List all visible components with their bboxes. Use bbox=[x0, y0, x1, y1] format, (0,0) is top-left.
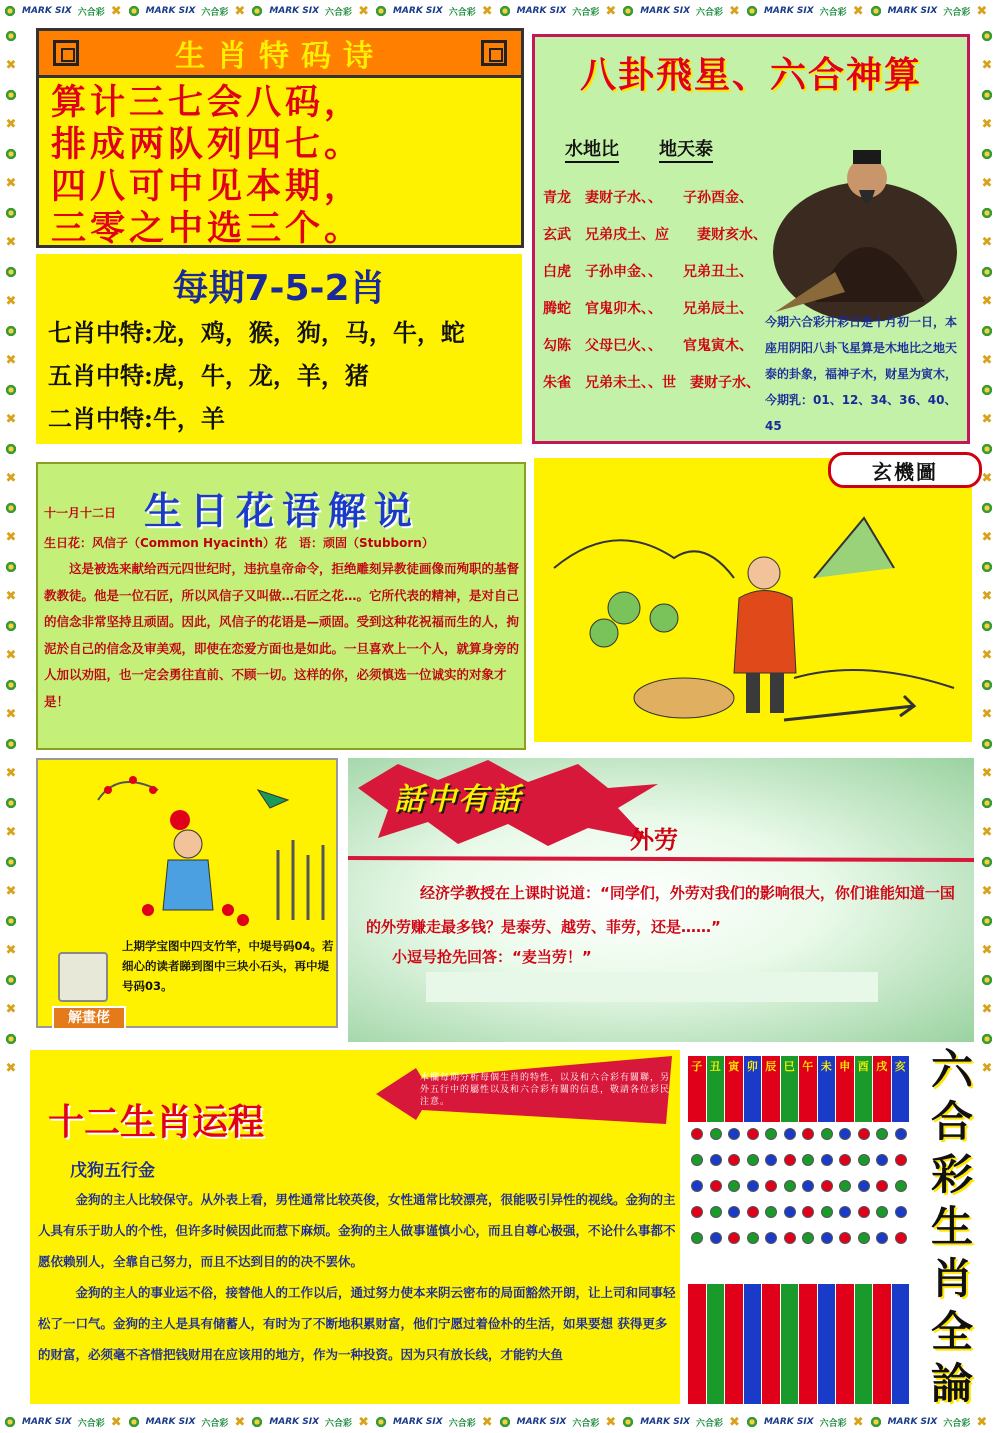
border-brand-cn: 六合彩 bbox=[77, 1418, 105, 1429]
number-ball bbox=[710, 1206, 722, 1218]
ball-band bbox=[892, 1122, 910, 1284]
table-column bbox=[707, 1056, 725, 1404]
number-ball bbox=[784, 1180, 796, 1192]
number-ball bbox=[728, 1180, 740, 1192]
number-ball bbox=[858, 1128, 870, 1140]
flower-icon bbox=[375, 5, 387, 17]
right-border bbox=[976, 22, 998, 1411]
vertical-title-char: 論 bbox=[930, 1358, 973, 1408]
border-brand-cn: 六合彩 bbox=[572, 7, 600, 18]
poem-line: 四八可中见本期， bbox=[51, 166, 364, 207]
number-ball bbox=[691, 1154, 703, 1166]
ball-band bbox=[744, 1122, 762, 1284]
ball-band bbox=[873, 1122, 891, 1284]
flower-icon bbox=[5, 679, 17, 691]
ball-band bbox=[707, 1122, 725, 1284]
cross-icon: ✖ bbox=[981, 589, 993, 604]
cross-icon: ✖ bbox=[981, 825, 993, 840]
cross-icon: ✖ bbox=[234, 3, 246, 19]
number-ball bbox=[895, 1154, 907, 1166]
flower-icon bbox=[5, 620, 17, 632]
arrow-text: 本欄每期分析每個生肖的特性，以及和六合彩有關聯，另外五行中的屬性以及和六合彩有關的信息，敬請各位彩民注意。 bbox=[420, 1073, 671, 1107]
flower-icon bbox=[5, 1033, 17, 1045]
table-column bbox=[855, 1056, 873, 1404]
hexagram-right: 地天泰 bbox=[659, 135, 713, 163]
cross-icon: ✖ bbox=[605, 1414, 617, 1430]
number-ball bbox=[784, 1154, 796, 1166]
cross-icon: ✖ bbox=[5, 294, 17, 309]
cross-icon: ✖ bbox=[5, 884, 17, 899]
vertical-title-char: 彩 bbox=[930, 1149, 973, 1199]
ball-band bbox=[855, 1122, 873, 1284]
border-brand-cn: 六合彩 bbox=[325, 7, 353, 18]
joke-answer: 小逗号抢先回答：“麦当劳！” bbox=[392, 948, 592, 966]
flower-icon bbox=[251, 1416, 263, 1428]
border-brand-cn: 六合彩 bbox=[325, 1418, 353, 1429]
table-header: 戌 bbox=[876, 1060, 888, 1073]
flower-icon bbox=[870, 5, 882, 17]
flower-icon bbox=[5, 915, 17, 927]
cross-icon: ✖ bbox=[5, 707, 17, 722]
ball-band bbox=[836, 1122, 854, 1284]
border-brand: MARK SIX bbox=[392, 6, 443, 16]
flower-icon bbox=[5, 325, 17, 337]
border-brand-cn: 六合彩 bbox=[819, 7, 847, 18]
flower-icon bbox=[746, 1416, 758, 1428]
cross-icon: ✖ bbox=[5, 1002, 17, 1017]
flower-icon bbox=[981, 266, 993, 278]
cross-icon: ✖ bbox=[5, 412, 17, 427]
highlight-bar bbox=[426, 972, 878, 1002]
table-header: 酉 bbox=[857, 1060, 869, 1073]
flower-icon bbox=[981, 620, 993, 632]
poem-line: 三零之中选三个。 bbox=[51, 208, 364, 249]
border-brand: MARK SIX bbox=[392, 1417, 443, 1427]
flower-icon bbox=[981, 1033, 993, 1045]
number-ball bbox=[747, 1128, 759, 1140]
border-brand-cn: 六合彩 bbox=[201, 1418, 229, 1429]
cross-icon: ✖ bbox=[5, 353, 17, 368]
number-ball bbox=[710, 1232, 722, 1244]
answer-note: 上期学宝图中四支竹竿，中堤号码04。若细心的读者睇到图中三块小石头，再中堤号码03。 bbox=[122, 939, 334, 993]
cross-icon: ✖ bbox=[5, 530, 17, 545]
number-ball bbox=[858, 1154, 870, 1166]
number-ball bbox=[802, 1154, 814, 1166]
number-ball bbox=[821, 1128, 833, 1140]
flower-icon bbox=[5, 561, 17, 573]
flower-icon bbox=[622, 5, 634, 17]
number-ball bbox=[747, 1180, 759, 1192]
number-ball bbox=[710, 1128, 722, 1140]
riddle-illustration bbox=[534, 458, 972, 742]
flower-icon bbox=[981, 30, 993, 42]
flower-icon bbox=[981, 207, 993, 219]
number-ball bbox=[691, 1206, 703, 1218]
flower-icon bbox=[5, 266, 17, 278]
border-brand: MARK SIX bbox=[887, 6, 938, 16]
number-ball bbox=[821, 1154, 833, 1166]
cross-icon: ✖ bbox=[976, 3, 988, 19]
flower-meta: 生日花：风信子（Common Hyacinth）花 语：顽固（Stubborn） bbox=[44, 536, 434, 550]
table-header: 申 bbox=[839, 1060, 851, 1073]
zodiac-poem-panel bbox=[36, 28, 524, 248]
border-brand: MARK SIX bbox=[763, 6, 814, 16]
flower-icon bbox=[981, 797, 993, 809]
table-header: 辰 bbox=[765, 1060, 777, 1073]
cross-icon: ✖ bbox=[981, 884, 993, 899]
cross-icon: ✖ bbox=[981, 530, 993, 545]
number-ball bbox=[784, 1128, 796, 1140]
flower-title: 生日花语解说 bbox=[144, 488, 421, 533]
flower-icon bbox=[981, 738, 993, 750]
answer-illustration bbox=[38, 760, 336, 930]
vertical-title-char: 肖 bbox=[930, 1254, 973, 1304]
joke-panel bbox=[348, 758, 974, 1042]
table-column bbox=[688, 1056, 706, 1404]
flower-icon bbox=[499, 5, 511, 17]
table-column bbox=[799, 1056, 817, 1404]
hexagram-left: 水地比 bbox=[565, 135, 619, 163]
vertical-title-char: 全 bbox=[930, 1306, 973, 1356]
number-ball bbox=[747, 1232, 759, 1244]
book-icon bbox=[58, 952, 108, 1002]
fortune-paragraph: 金狗的主人比较保守。从外表上看，男性通常比较英俊，女性通常比较漂亮，很能吸引异性的视线。金狗的主人具有乐于助人的个性，但许多时候因此而惹下麻烦。金狗的主人做事谨慎小心，而且自尊心极强，不论什么事都不愿依赖别人，全靠自己努力，而且不达到目的的决不罢休。 bbox=[38, 1192, 676, 1269]
border-brand: MARK SIX bbox=[640, 1417, 691, 1427]
cross-icon: ✖ bbox=[5, 825, 17, 840]
bagua-line: 玄武 兄弟戌土、应 妻财亥水、 bbox=[543, 227, 767, 243]
cross-icon: ✖ bbox=[234, 1414, 246, 1430]
frame-icon bbox=[481, 40, 507, 66]
poem-title: 生肖特码诗 bbox=[175, 39, 385, 74]
divider bbox=[348, 856, 974, 862]
flower-date: 十一月十二日 bbox=[44, 506, 117, 520]
number-ball bbox=[784, 1206, 796, 1218]
cross-icon: ✖ bbox=[110, 3, 122, 19]
flower-icon bbox=[981, 974, 993, 986]
number-ball bbox=[747, 1206, 759, 1218]
table-column bbox=[873, 1056, 891, 1404]
cross-icon: ✖ bbox=[5, 471, 17, 486]
top-border bbox=[0, 0, 998, 22]
table-column bbox=[818, 1056, 836, 1404]
cross-icon: ✖ bbox=[481, 1414, 493, 1430]
cross-icon: ✖ bbox=[729, 1414, 740, 1430]
flower-icon bbox=[981, 384, 993, 396]
poem-line: 算计三七会八码， bbox=[51, 82, 364, 123]
cross-icon: ✖ bbox=[110, 1414, 122, 1430]
fortune-title: 十二生肖运程 bbox=[48, 1101, 265, 1143]
number-ball bbox=[765, 1206, 777, 1218]
table-column bbox=[781, 1056, 799, 1404]
border-brand: MARK SIX bbox=[145, 1417, 196, 1427]
bagua-headline: 八卦飛星、六合神算 bbox=[579, 54, 922, 96]
number-ball bbox=[821, 1206, 833, 1218]
number-ball bbox=[895, 1206, 907, 1218]
cross-icon: ✖ bbox=[981, 707, 993, 722]
bottom-border bbox=[0, 1411, 998, 1433]
cross-icon: ✖ bbox=[981, 648, 993, 663]
flower-icon bbox=[5, 89, 17, 101]
flower-icon bbox=[5, 207, 17, 219]
number-ball bbox=[728, 1128, 740, 1140]
table-column bbox=[892, 1056, 910, 1404]
flower-icon bbox=[128, 1416, 140, 1428]
cross-icon: ✖ bbox=[5, 176, 17, 191]
table-column bbox=[725, 1056, 743, 1404]
bagua-line: 朱雀 兄弟未土、、世 妻财子水、 bbox=[543, 375, 760, 391]
number-ball bbox=[895, 1128, 907, 1140]
border-brand: MARK SIX bbox=[516, 6, 567, 16]
table-column bbox=[836, 1056, 854, 1404]
table-header: 巳 bbox=[783, 1060, 795, 1073]
number-ball bbox=[839, 1128, 851, 1140]
number-ball bbox=[710, 1154, 722, 1166]
flower-icon bbox=[870, 1416, 882, 1428]
number-ball bbox=[728, 1206, 740, 1218]
border-brand: MARK SIX bbox=[22, 1417, 72, 1427]
border-brand: MARK SIX bbox=[887, 1417, 938, 1427]
bagua-line: 勾陈 父母巳火、、 官鬼寅木、 bbox=[543, 338, 753, 354]
number-ball bbox=[802, 1180, 814, 1192]
border-brand-cn: 六合彩 bbox=[943, 7, 971, 18]
fortune-body bbox=[38, 1184, 676, 1370]
border-brand-cn: 六合彩 bbox=[201, 7, 229, 18]
table-header: 丑 bbox=[709, 1060, 721, 1073]
number-ball bbox=[784, 1232, 796, 1244]
fortune-subtitle: 戊狗五行金 bbox=[70, 1161, 155, 1181]
answer-label: 解畫佬 bbox=[52, 1006, 126, 1030]
poem-line: 排成两队列四七。 bbox=[51, 124, 364, 165]
cross-icon: ✖ bbox=[981, 176, 993, 191]
cross-icon: ✖ bbox=[5, 1061, 17, 1076]
table-header: 未 bbox=[820, 1060, 832, 1073]
cross-icon: ✖ bbox=[852, 3, 864, 19]
border-brand-cn: 六合彩 bbox=[696, 7, 724, 18]
border-brand: MARK SIX bbox=[516, 1417, 567, 1427]
number-ball bbox=[839, 1206, 851, 1218]
number-ball bbox=[747, 1154, 759, 1166]
number-ball bbox=[858, 1232, 870, 1244]
flower-icon bbox=[981, 856, 993, 868]
frame-icon bbox=[53, 40, 79, 66]
flower-icon bbox=[981, 915, 993, 927]
ball-band bbox=[688, 1122, 706, 1284]
flower-icon bbox=[981, 561, 993, 573]
flower-icon bbox=[4, 5, 16, 17]
border-brand-cn: 六合彩 bbox=[696, 1418, 724, 1429]
cross-icon: ✖ bbox=[358, 3, 369, 19]
bagua-line: 青龙 妻财子水、、 子孙酉金、 bbox=[543, 190, 753, 206]
number-ball bbox=[876, 1154, 888, 1166]
table-header: 亥 bbox=[894, 1060, 906, 1073]
flower-icon bbox=[981, 443, 993, 455]
poem-title-bar bbox=[39, 31, 521, 78]
number-ball bbox=[728, 1232, 740, 1244]
number-ball bbox=[821, 1180, 833, 1192]
number-ball bbox=[876, 1232, 888, 1244]
bagua-note: 今期六合彩开彩日是十月初一日，本座用阴阳八卦飞星算是木地比之地天泰的卦象，福神子木，财星为寅木，今期乳：01、12、34、36、40、45 bbox=[765, 315, 958, 433]
cross-icon: ✖ bbox=[981, 353, 993, 368]
vertical-title-char: 六 bbox=[930, 1045, 973, 1094]
vertical-title bbox=[928, 1046, 976, 1408]
border-brand-cn: 六合彩 bbox=[943, 1418, 971, 1429]
number-ball bbox=[876, 1180, 888, 1192]
cross-icon: ✖ bbox=[981, 235, 993, 250]
flower-icon bbox=[5, 502, 17, 514]
border-brand: MARK SIX bbox=[269, 1417, 320, 1427]
seven-zodiac-row: 七肖中特:龙，鸡，猴，狗，马，牛，蛇 bbox=[48, 318, 465, 347]
table-column bbox=[744, 1056, 762, 1404]
flower-icon bbox=[981, 148, 993, 160]
cross-icon: ✖ bbox=[5, 648, 17, 663]
table-header: 午 bbox=[802, 1060, 814, 1073]
flower-icon bbox=[981, 325, 993, 337]
number-ball bbox=[895, 1180, 907, 1192]
zodiac-picks-panel bbox=[36, 254, 522, 444]
cross-icon: ✖ bbox=[981, 1002, 993, 1017]
joke-subtitle: 外劳 bbox=[630, 826, 678, 854]
number-ball bbox=[802, 1232, 814, 1244]
border-brand-cn: 六合彩 bbox=[819, 1418, 847, 1429]
flower-icon bbox=[5, 148, 17, 160]
flower-icon bbox=[5, 974, 17, 986]
number-ball bbox=[876, 1128, 888, 1140]
cross-icon: ✖ bbox=[5, 235, 17, 250]
flower-icon bbox=[5, 797, 17, 809]
cross-icon: ✖ bbox=[605, 3, 617, 19]
vertical-title-char: 合 bbox=[930, 1097, 973, 1147]
number-ball bbox=[821, 1232, 833, 1244]
number-ball bbox=[858, 1206, 870, 1218]
flower-icon bbox=[4, 1416, 16, 1428]
flower-icon bbox=[251, 5, 263, 17]
cross-icon: ✖ bbox=[976, 1414, 988, 1430]
border-brand-cn: 六合彩 bbox=[77, 7, 105, 18]
number-ball bbox=[802, 1128, 814, 1140]
border-brand-cn: 六合彩 bbox=[448, 7, 476, 18]
table-header: 寅 bbox=[728, 1060, 740, 1073]
vertical-title-char: 生 bbox=[930, 1201, 973, 1251]
bagua-panel bbox=[532, 34, 970, 444]
table-header: 卯 bbox=[746, 1060, 758, 1073]
birthday-flower-panel bbox=[36, 462, 526, 750]
ball-band bbox=[725, 1122, 743, 1284]
cross-icon: ✖ bbox=[981, 943, 993, 958]
flower-icon bbox=[5, 856, 17, 868]
border-brand: MARK SIX bbox=[22, 6, 72, 16]
cross-icon: ✖ bbox=[981, 294, 993, 309]
number-ball bbox=[728, 1154, 740, 1166]
zodiac-fortune-panel bbox=[30, 1050, 680, 1404]
number-ball bbox=[802, 1206, 814, 1218]
flower-icon bbox=[981, 89, 993, 101]
border-brand: MARK SIX bbox=[763, 1417, 814, 1427]
number-ball bbox=[839, 1154, 851, 1166]
border-brand: MARK SIX bbox=[269, 6, 320, 16]
cross-icon: ✖ bbox=[981, 766, 993, 781]
cross-icon: ✖ bbox=[5, 766, 17, 781]
table-header: 子 bbox=[691, 1060, 703, 1073]
bagua-line: 腾蛇 官鬼卯木、、 兄弟辰土、 bbox=[543, 301, 753, 317]
cross-icon: ✖ bbox=[5, 589, 17, 604]
number-ball bbox=[691, 1232, 703, 1244]
cross-icon: ✖ bbox=[5, 58, 17, 73]
cross-icon: ✖ bbox=[981, 58, 993, 73]
number-ball bbox=[710, 1180, 722, 1192]
cross-icon: ✖ bbox=[729, 3, 740, 19]
flower-icon bbox=[5, 443, 17, 455]
cross-icon: ✖ bbox=[481, 3, 493, 19]
flower-icon bbox=[746, 5, 758, 17]
answer-picture-panel bbox=[36, 758, 338, 1028]
border-brand-cn: 六合彩 bbox=[572, 1418, 600, 1429]
cross-icon: ✖ bbox=[981, 1061, 993, 1076]
cross-icon: ✖ bbox=[358, 1414, 369, 1430]
flower-icon bbox=[981, 502, 993, 514]
sage-portrait bbox=[755, 132, 960, 332]
flower-icon bbox=[5, 384, 17, 396]
flower-icon bbox=[981, 679, 993, 691]
ball-band bbox=[781, 1122, 799, 1284]
riddle-badge: 玄機圖 bbox=[828, 452, 982, 488]
number-ball bbox=[691, 1128, 703, 1140]
riddle-picture-panel bbox=[534, 458, 972, 742]
two-zodiac-row: 二肖中特:牛，羊 bbox=[48, 404, 225, 433]
number-ball bbox=[765, 1232, 777, 1244]
ball-band bbox=[762, 1122, 780, 1284]
ball-band bbox=[818, 1122, 836, 1284]
flower-icon bbox=[375, 1416, 387, 1428]
border-brand-cn: 六合彩 bbox=[448, 1418, 476, 1429]
left-border bbox=[0, 22, 22, 1411]
border-brand: MARK SIX bbox=[640, 6, 691, 16]
picks-heading: 每期7-5-2肖 bbox=[172, 268, 386, 309]
table-column bbox=[762, 1056, 780, 1404]
cross-icon: ✖ bbox=[981, 412, 993, 427]
number-ball bbox=[876, 1206, 888, 1218]
number-ball bbox=[765, 1128, 777, 1140]
fortune-paragraph: 金狗的主人的事业运不俗，接替他人的工作以后，通过努力使本来阴云密布的局面豁然开朗，让上司和同事轻松了一口气。金狗的主人是具有储蓄人，有时为了不断地积累财富，他们宁愿过着俭朴的生活，如果要想 获得更多的财富，必须毫不吝惜把钱财用在应该用的地方，作为一种投资。因为只有放长线，才能钓大鱼 bbox=[38, 1285, 676, 1362]
flower-icon bbox=[5, 738, 17, 750]
number-ball bbox=[765, 1154, 777, 1166]
flower-icon bbox=[499, 1416, 511, 1428]
cross-icon: ✖ bbox=[981, 471, 993, 486]
flower-icon bbox=[622, 1416, 634, 1428]
five-zodiac-row: 五肖中特:虎，牛，龙，羊，猪 bbox=[48, 361, 369, 390]
ball-band bbox=[799, 1122, 817, 1284]
cross-icon: ✖ bbox=[981, 117, 993, 132]
joke-paragraph: 经济学教授在上课时说道：“同学们，外劳对我们的影响很大，你们谁能知道一国的外劳赚走最多钱？是泰劳、越劳、菲劳，还是……” bbox=[366, 884, 955, 936]
bagua-line: 白虎 子孙申金、、 兄弟丑土、 bbox=[543, 264, 753, 280]
cross-icon: ✖ bbox=[852, 1414, 864, 1430]
flower-icon bbox=[5, 30, 17, 42]
number-ball bbox=[765, 1180, 777, 1192]
number-ball bbox=[839, 1180, 851, 1192]
number-ball bbox=[691, 1180, 703, 1192]
joke-title: 話中有話 bbox=[394, 782, 522, 817]
cross-icon: ✖ bbox=[5, 943, 17, 958]
zodiac-table bbox=[688, 1056, 910, 1404]
flower-icon bbox=[128, 5, 140, 17]
cross-icon: ✖ bbox=[5, 117, 17, 132]
number-ball bbox=[895, 1232, 907, 1244]
border-brand: MARK SIX bbox=[145, 6, 196, 16]
number-ball bbox=[858, 1180, 870, 1192]
number-ball bbox=[839, 1232, 851, 1244]
flower-body: 这是被选来献给西元四世纪时，违抗皇帝命令，拒绝雕刻异教徒画像而殉职的基督教教徒。他是一位石匠，所以风信子又叫做…石匠之花…。它所代表的精神，是对自己的信念非常坚持且顽固。因此，风信子的花语是—顽固。受到这种花祝福而生的人，拘泥於自己的信念及审美观，即使在恋爱方面也是如此。一旦喜欢上一个人，就算身旁的人加以劝阻，也一定会勇往直前、不顾一切。这样的你，必须慎选一位诚实的对象才是！ bbox=[44, 561, 520, 709]
